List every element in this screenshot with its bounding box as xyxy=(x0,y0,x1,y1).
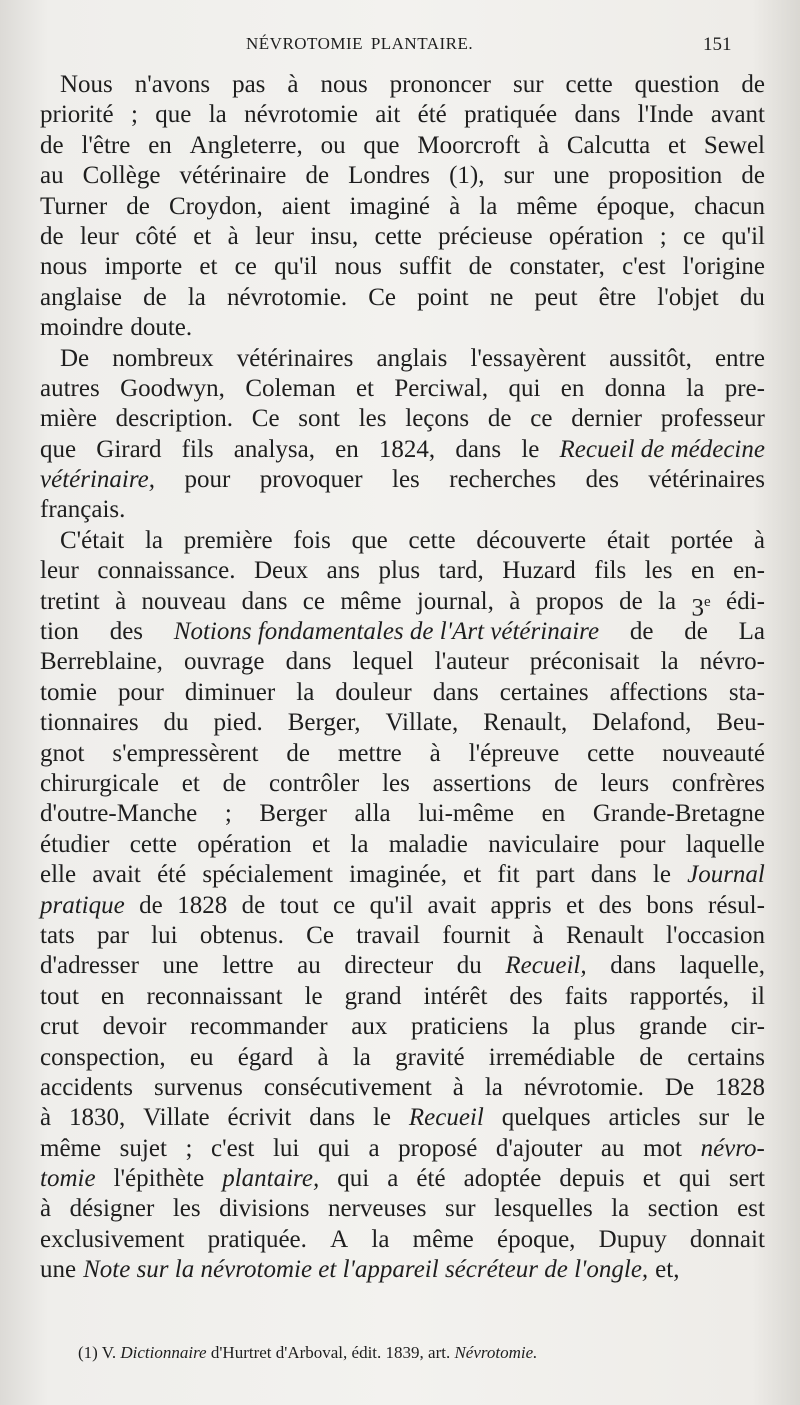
text-line: tion des Notions fondamentales de l'Art vétérinaire de de La xyxy=(40,618,765,646)
text-line: crut devoir recommander aux praticiens la plus grande cir- xyxy=(40,1013,765,1041)
text-line: Berreblaine, ouvrage dans lequel l'auteur préconisait la névro- xyxy=(40,648,765,676)
running-title: NÉVROTOMIE PLANTAIRE. xyxy=(246,34,474,53)
text-line: autres Goodwyn, Coleman et Perciwal, qui en donna la pre- xyxy=(40,374,765,402)
text-line: tretint à nouveau dans ce même journal, à propos de la 3e édi- xyxy=(40,587,765,621)
text-line: mière description. Ce sont les leçons de ce dernier professeur xyxy=(40,405,765,433)
text-line: priorité ; que la névrotomie ait été pratiquée dans l'Inde avant xyxy=(40,101,765,129)
text-line: Turner de Croydon, aient imaginé à la même époque, chacun xyxy=(40,192,765,220)
text-line: tomie l'épithète plantaire, qui a été adoptée depuis et qui sert xyxy=(40,1165,765,1193)
text-line: leur connaissance. Deux ans plus tard, Huzard fils les en en- xyxy=(40,557,765,585)
body-text xyxy=(40,70,765,1286)
text-line: d'adresser une lettre au directeur du Recueil, dans laquelle, xyxy=(40,952,765,980)
text-line: à désigner les divisions nerveuses sur lesquelles la section est xyxy=(40,1195,765,1223)
text-line: vétérinaire, pour provoquer les recherches des vétérinaires xyxy=(40,466,765,494)
page-number: 151 xyxy=(703,34,732,55)
paragraph xyxy=(40,526,765,1286)
text-line: gnot s'empressèrent de mettre à l'épreuve cette nouveauté xyxy=(40,739,765,767)
text-line: même sujet ; c'est lui qui a proposé d'ajouter au mot névro- xyxy=(40,1134,765,1162)
text-line: moindre doute. xyxy=(40,314,193,342)
paragraph xyxy=(40,344,765,526)
text-line: de l'être en Angleterre, ou que Moorcroft à Calcutta et Sewel xyxy=(40,131,765,159)
text-line: Nous n'avons pas à nous prononcer sur cette question de xyxy=(60,71,765,98)
footnote: (1) V. Dictionnaire d'Hurtret d'Arboval, édit. 1839, art. Névrotomie. xyxy=(78,1343,538,1362)
text-line: que Girard fils analysa, en 1824, dans le Recueil de médecine xyxy=(40,435,765,463)
text-line: tout en reconnaissant le grand intérêt des faits rapportés, il xyxy=(40,982,765,1010)
text-line: de leur côté et à leur insu, cette précieuse opération ; ce qu'il xyxy=(40,222,765,250)
text-line: C'était la première fois que cette découverte était portée à xyxy=(60,526,765,554)
text-line: au Collège vétérinaire de Londres (1), sur une proposition de xyxy=(40,162,765,190)
text-line: anglaise de la névrotomie. Ce point ne peut être l'objet du xyxy=(40,283,765,311)
text-line: français. xyxy=(40,496,126,524)
text-line: De nombreux vétérinaires anglais l'essayèrent aussitôt, entre xyxy=(60,344,765,372)
text-line: chirurgicale et de contrôler les assertions de leurs confrères xyxy=(40,769,765,797)
text-line: pratique de 1828 de tout ce qu'il avait appris et des bons résul- xyxy=(40,891,765,919)
paragraph xyxy=(40,70,765,344)
text-line: accidents survenus consécutivement à la névrotomie. De 1828 xyxy=(40,1073,765,1101)
text-line: tomie pour diminuer la douleur dans certaines affections sta- xyxy=(40,678,765,706)
text-line: nous importe et ce qu'il nous suffit de constater, c'est l'origine xyxy=(40,253,765,281)
text-line: tats par lui obtenus. Ce travail fournit à Renault l'occasion xyxy=(40,921,765,949)
text-line: une Note sur la névrotomie et l'appareil sécréteur de l'ongle, et, xyxy=(40,1256,680,1284)
text-line: à 1830, Villate écrivit dans le Recueil quelques articles sur le xyxy=(40,1104,765,1132)
text-line: conspection, eu égard à la gravité irremédiable de certains xyxy=(40,1043,765,1071)
text-line: d'outre-Manche ; Berger alla lui-même en Grande-Bretagne xyxy=(40,800,765,828)
text-line: tionnaires du pied. Berger, Villate, Renault, Delafond, Beu- xyxy=(40,709,765,737)
running-head xyxy=(0,34,800,58)
text-line: étudier cette opération et la maladie naviculaire pour laquelle xyxy=(40,830,765,858)
text-line: exclusivement pratiquée. A la même époque, Dupuy donnait xyxy=(40,1225,765,1253)
text-line: elle avait été spécialement imaginée, et fit part dans le Journal xyxy=(40,861,765,889)
